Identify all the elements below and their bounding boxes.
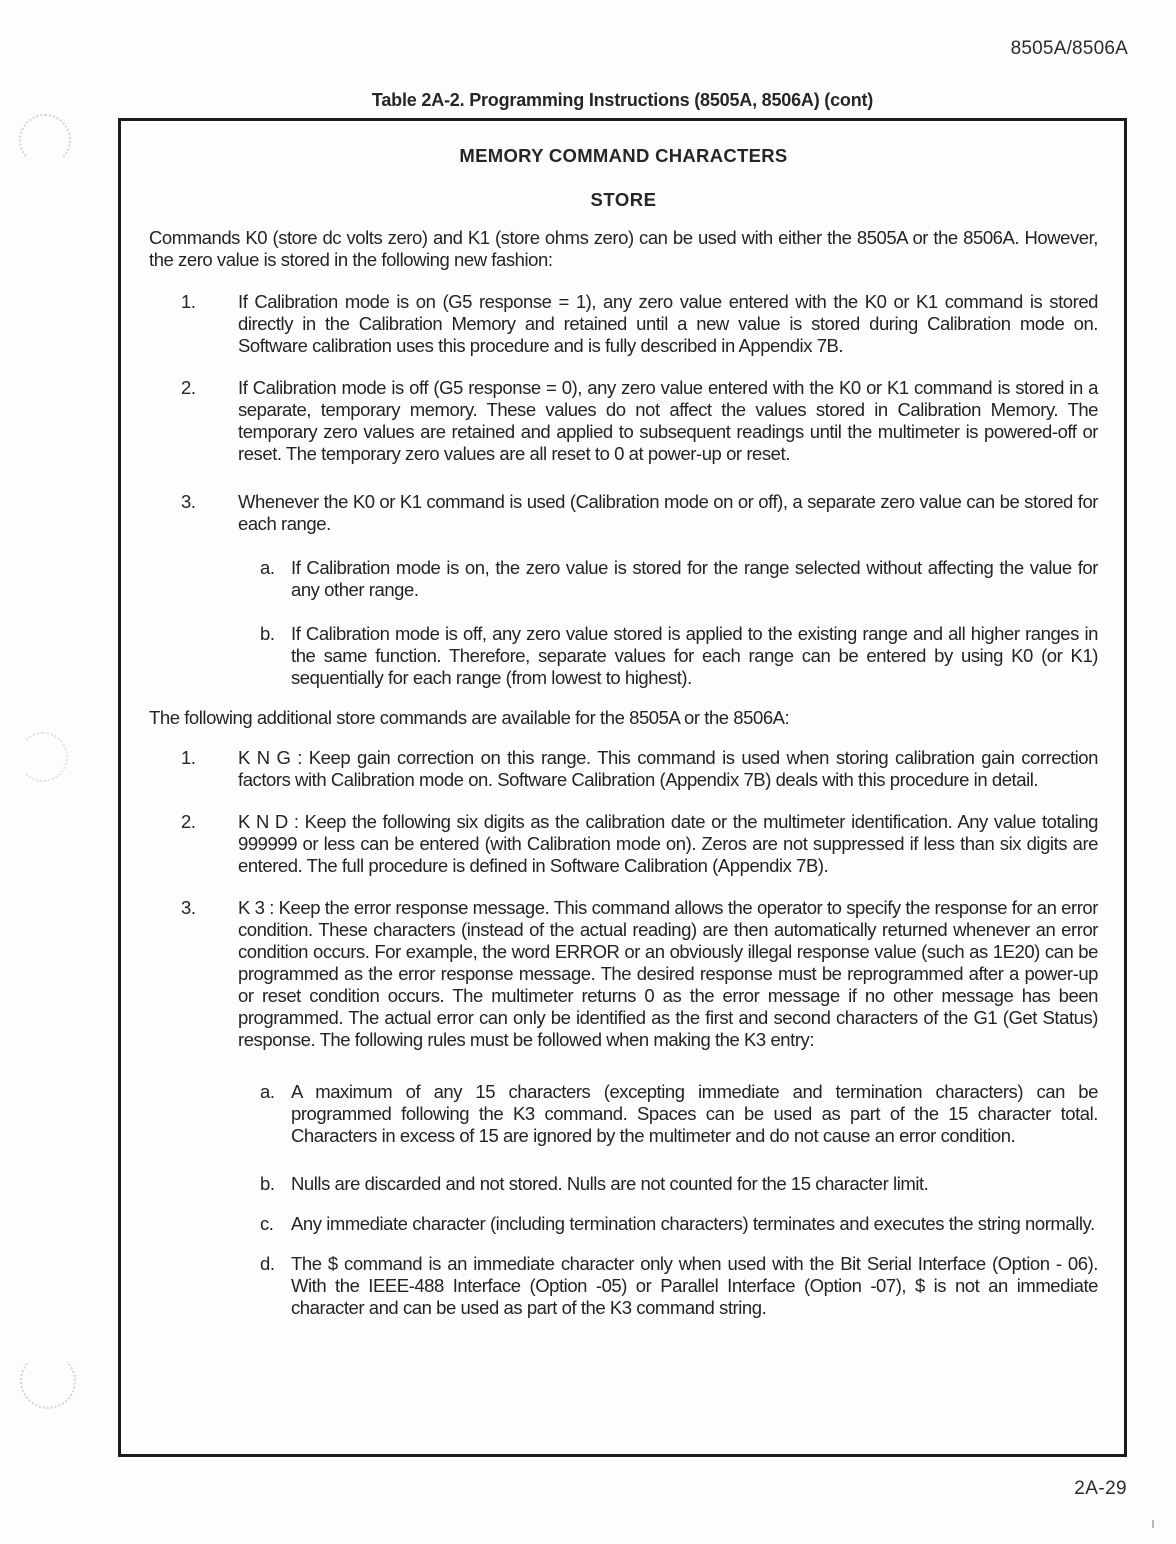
sub-list-item bbox=[260, 1213, 1098, 1235]
item-text: If Calibration mode is on (G5 response = 1), any zero value entered with the K0 or K1 command is stored directly in the Calibration Memory and retained until a new value is stored during Calibration mode on. Software calibration uses this procedure and is fully described in Appendix 7B. bbox=[238, 291, 1098, 356]
item-number: 2. bbox=[181, 377, 196, 398]
subitem-text: A maximum of any 15 characters (excepting immediate and termination characters) can be programmed following the K3 command. Spaces can be used as part of the 15 character total. Characters in excess of 15 are ignored by the multimeter and do not cause an error condition. bbox=[291, 1081, 1098, 1146]
hole-punch-mark-middle bbox=[18, 732, 68, 782]
additional-commands-paragraph: The following additional store commands are available for the 8505A or the 8506A: bbox=[149, 707, 790, 728]
intro-paragraph: Commands K0 (store dc volts zero) and K1 (store ohms zero) can be used with either the 8505A or the 8506A. However, the zero value is stored in the following new fashion: bbox=[149, 227, 1098, 270]
subitem-text: If Calibration mode is on, the zero value is stored for the range selected without affecting the value for any other range. bbox=[291, 557, 1098, 600]
item-number: 3. bbox=[181, 897, 196, 918]
sub-list-item bbox=[260, 623, 1098, 689]
store-subheading: STORE bbox=[590, 189, 657, 210]
sub-list-item bbox=[260, 557, 1098, 601]
subitem-letter: a. bbox=[260, 1081, 275, 1102]
item-text: K 3 : Keep the error response message. This command allows the operator to specify the response for an error condition. These characters (instead of the actual reading) are then automatically returned whenever an error condition occurs. For example, the word ERROR or an obviously illegal response value (such as 1E20) can be programmed as the error response message. The desired response must be reprogrammed after a power-up or reset condition occurs. The multimeter returns 0 as the error message if no other message has been programmed. The actual error can only be identified as the first and second characters of the G1 (Get Status) response. The following rules must be followed when making the K3 entry: bbox=[238, 897, 1098, 1050]
item-text: If Calibration mode is off (G5 response = 0), any zero value entered with the K0 or K1 command is stored in a separate, temporary memory. These values do not affect the values stored in Calibration Memory. The temporary zero values are retained and applied to subsequent readings until the multimeter is powered-off or reset. The temporary zero values are all reset to 0 at power-up or reset. bbox=[238, 377, 1098, 464]
subitem-text: If Calibration mode is off, any zero value stored is applied to the existing range and all higher ranges in the same function. Therefore, separate values for each range can be entered by using K0 (or K1) sequentially for each range (from lowest to highest). bbox=[291, 623, 1098, 688]
table-frame bbox=[118, 118, 1127, 1457]
list-item bbox=[149, 811, 1098, 877]
subitem-text: Any immediate character (including termination characters) terminates and executes the string normally. bbox=[291, 1213, 1095, 1234]
sub-list-item bbox=[260, 1173, 1098, 1195]
sub-list-item bbox=[260, 1253, 1098, 1319]
subitem-text: The $ command is an immediate character only when used with the Bit Serial Interface (Option - 06). With the IEEE-488 Interface (Option -05) or Parallel Interface (Option -07), $ is not an immediate character and can be used as part of the K3 command string. bbox=[291, 1253, 1098, 1318]
hole-punch-mark-bottom bbox=[20, 1353, 76, 1409]
item-number: 3. bbox=[181, 491, 196, 512]
list-item bbox=[149, 897, 1098, 1051]
table-caption: Table 2A-2. Programming Instructions (8505A, 8506A) (cont) bbox=[371, 90, 874, 110]
page-number: 2A-29 bbox=[1074, 1478, 1127, 1499]
item-text: Whenever the K0 or K1 command is used (Calibration mode on or off), a separate zero value can be stored for each range. bbox=[238, 491, 1098, 534]
list-item bbox=[149, 377, 1098, 465]
item-number: 2. bbox=[181, 811, 196, 832]
sub-list-item bbox=[260, 1081, 1098, 1147]
scan-speck bbox=[1152, 1520, 1154, 1528]
list-item bbox=[149, 291, 1098, 357]
doc-reference: 8505A/8506A bbox=[1010, 38, 1128, 59]
hole-punch-mark-top bbox=[19, 114, 71, 166]
subitem-letter: b. bbox=[260, 1173, 275, 1194]
item-text: K N G : Keep gain correction on this range. This command is used when storing calibration gain correction factors with Calibration mode on. Software Calibration (Appendix 7B) deals with this procedure in detail. bbox=[238, 747, 1098, 790]
subitem-text: Nulls are discarded and not stored. Nulls are not counted for the 15 character limit. bbox=[291, 1173, 929, 1194]
item-number: 1. bbox=[181, 291, 196, 312]
item-text: K N D : Keep the following six digits as the calibration date or the multimeter identification. Any value totaling 999999 or less can be entered (with Calibration mode on). Zeros are not suppressed if less than six digits are entered. The full procedure is defined in Software Calibration (Appendix 7B). bbox=[238, 811, 1098, 876]
subitem-letter: a. bbox=[260, 557, 275, 578]
subitem-letter: b. bbox=[260, 623, 275, 644]
subitem-letter: c. bbox=[260, 1213, 274, 1234]
item-number: 1. bbox=[181, 747, 196, 768]
section-heading: MEMORY COMMAND CHARACTERS bbox=[459, 145, 788, 166]
list-item bbox=[149, 747, 1098, 791]
list-item bbox=[149, 491, 1098, 535]
subitem-letter: d. bbox=[260, 1253, 275, 1274]
